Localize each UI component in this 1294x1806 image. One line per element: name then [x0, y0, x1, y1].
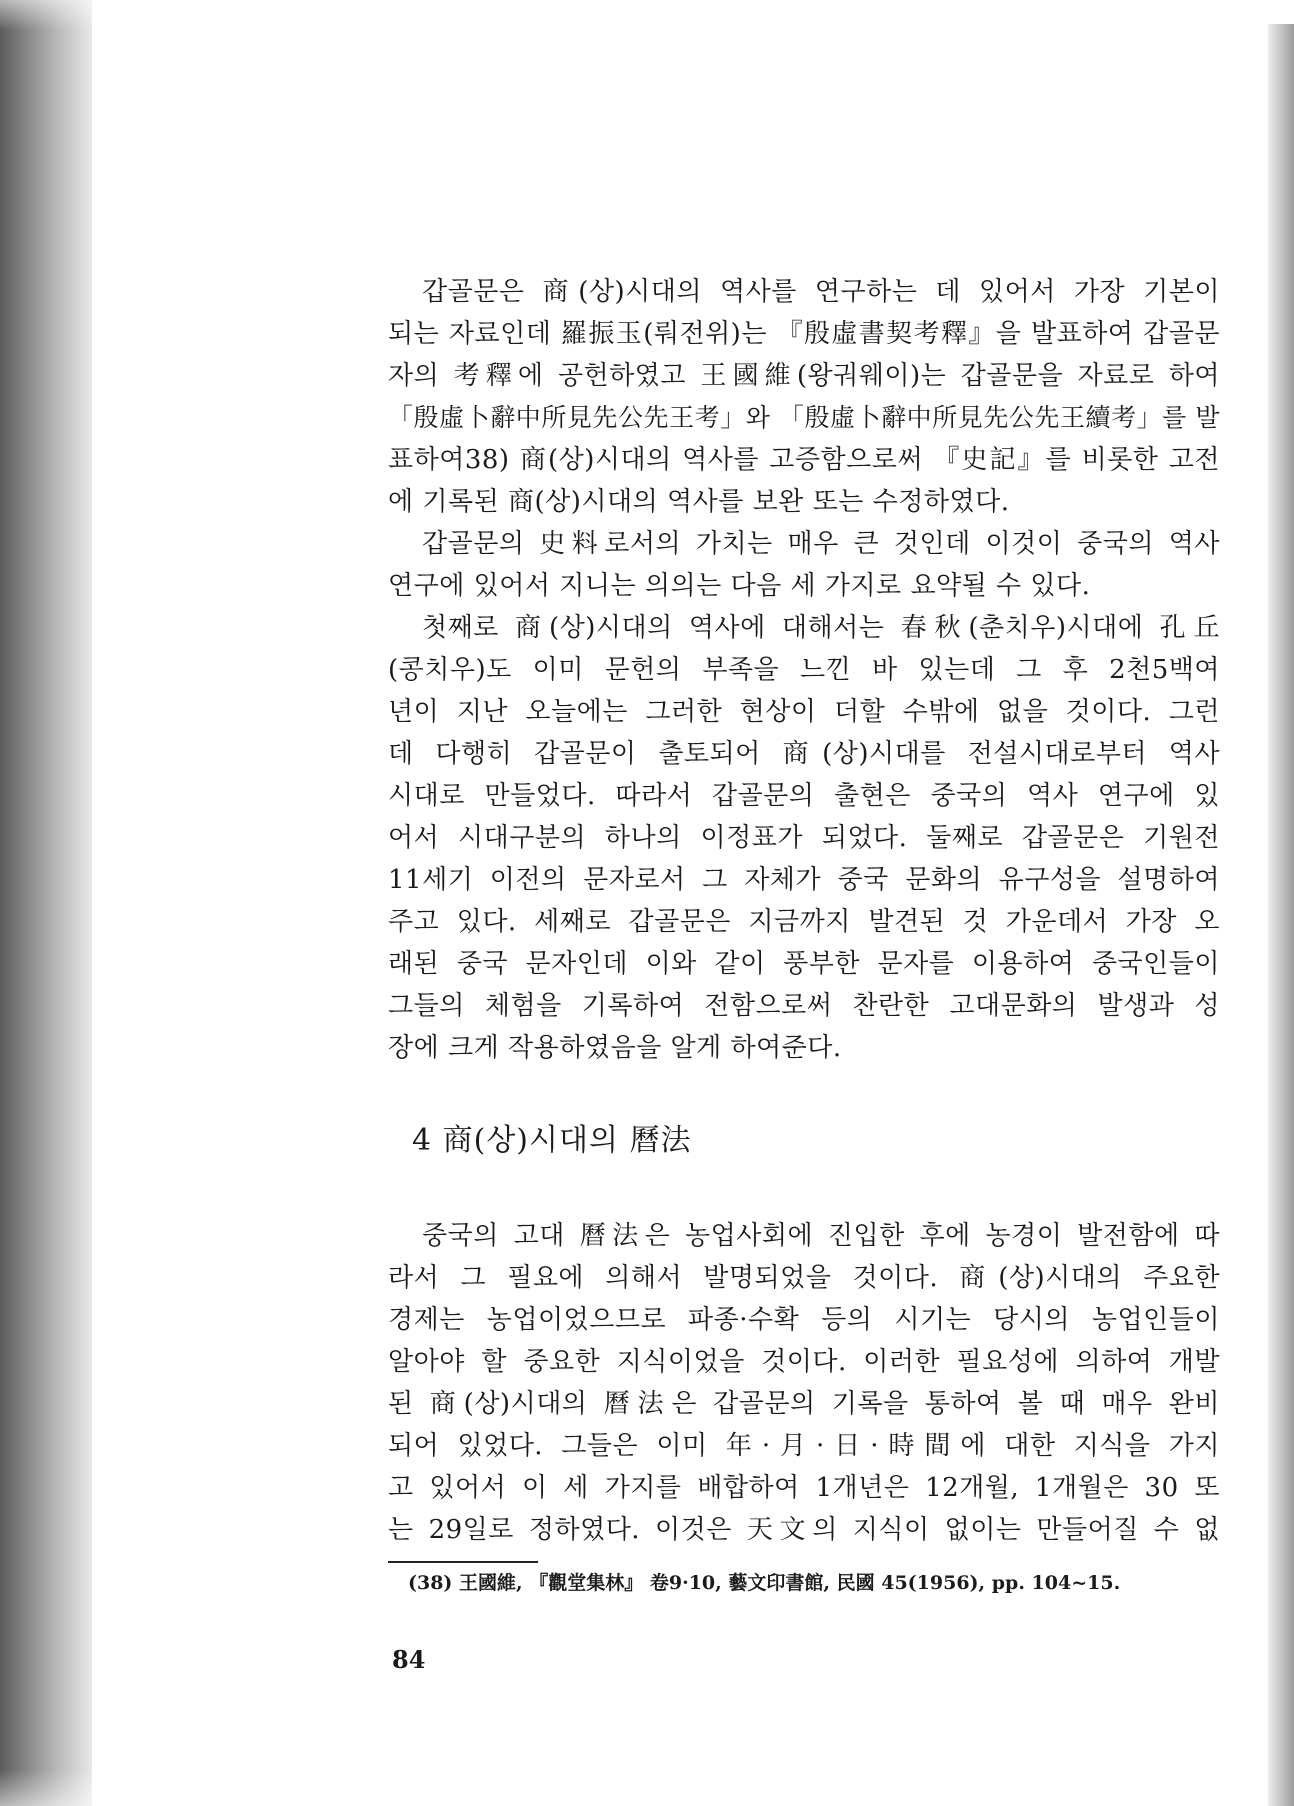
footnote-divider [388, 1561, 538, 1563]
text-line: 년이 지난 오늘에는 그러한 현상이 더할 수밖에 없을 것이다. 그런 [388, 697, 1220, 727]
text-line: 갑골문은 商(상)시대의 역사를 연구하는 데 있어서 가장 기본이 [422, 277, 1220, 307]
text-line: 연구에 있어서 지니는 의의는 다음 세 가지로 요약될 수 있다. [388, 571, 1091, 601]
text-line: 되는 자료인데 羅振玉(뤄전위)는 『殷虛書契考釋』을 발표하여 갑골문 [388, 319, 1220, 349]
text-line: 래된 중국 문자인데 이와 같이 풍부한 문자를 이용하여 중국인들이 [388, 949, 1220, 979]
book-spine-shadow [0, 0, 92, 1806]
text-line: 첫째로 商(상)시대의 역사에 대해서는 春秋(춘치우)시대에 孔丘 [422, 613, 1220, 643]
text-line: 표하여38) 商(상)시대의 역사를 고증함으로써 『史記』를 비롯한 고전 [388, 445, 1220, 475]
text-line: 데 다행히 갑골문이 출토되어 商(상)시대를 전설시대로부터 역사 [388, 739, 1220, 769]
paragraph-2 [388, 523, 1220, 607]
text-line: (콩치우)도 이미 문헌의 부족을 느낀 바 있는데 그 후 2천5백여 [388, 655, 1220, 685]
page-number: 84 [392, 1645, 426, 1674]
text-line: 된 商(상)시대의 曆法은 갑골문의 기록을 통하여 볼 때 매우 완비 [388, 1389, 1220, 1419]
text-line: 중국의 고대 曆法은 농업사회에 진입한 후에 농경이 발전함에 따 [422, 1221, 1220, 1251]
text-line: 시대로 만들었다. 따라서 갑골문의 출현은 중국의 역사 연구에 있 [388, 781, 1220, 811]
section-heading: 4 商(상)시대의 曆法 [412, 1123, 692, 1158]
text-line: 라서 그 필요에 의해서 발명되었을 것이다. 商(상)시대의 주요한 [388, 1263, 1220, 1293]
text-line: 경제는 농업이었으므로 파종·수확 등의 시기는 당시의 농업인들이 [388, 1305, 1220, 1335]
paragraph-1 [388, 271, 1220, 523]
page-edge-shadow [1268, 0, 1294, 1806]
text-line: 자의 考釋에 공헌하였고 王國維(왕궈웨이)는 갑골문을 자료로 하여 [388, 361, 1220, 391]
text-line: 「殷虛卜辭中所見先公先王考」와 「殷虛卜辭中所見先公先王續考」를 발 [388, 403, 1220, 432]
text-line: 어서 시대구분의 하나의 이정표가 되었다. 둘째로 갑골문은 기원전 [388, 823, 1220, 853]
book-page [92, 0, 1268, 1806]
text-line: 되어 있었다. 그들은 이미 年·月·日·時間에 대한 지식을 가지 [388, 1431, 1220, 1461]
footnote: (38) 王國維, 『觀堂集林』 卷9·10, 藝文印書館, 民國 45(1956), pp. 104~15. [408, 1572, 1121, 1594]
section-paragraph [388, 1215, 1220, 1551]
text-line: 에 기록된 商(상)시대의 역사를 보완 또는 수정하였다. [388, 487, 1010, 517]
text-line: 고 있어서 이 세 가지를 배합하여 1개년은 12개월, 1개월은 30 또 [388, 1473, 1220, 1503]
text-line: 11세기 이전의 문자로서 그 자체가 중국 문화의 유구성을 설명하여 [388, 865, 1220, 895]
paragraph-3 [388, 607, 1220, 1069]
text-line: 장에 크게 작용하였음을 알게 하여준다. [388, 1033, 842, 1063]
text-line: 는 29일로 정하였다. 이것은 天文의 지식이 없이는 만들어질 수 없 [388, 1515, 1220, 1545]
page-content [388, 271, 1220, 1675]
text-line: 알아야 할 중요한 지식이었을 것이다. 이러한 필요성에 의하여 개발 [388, 1347, 1220, 1377]
text-line: 갑골문의 史料로서의 가치는 매우 큰 것인데 이것이 중국의 역사 [422, 529, 1220, 559]
text-line: 주고 있다. 세째로 갑골문은 지금까지 발견된 것 가운데서 가장 오 [388, 907, 1220, 937]
text-line: 그들의 체험을 기록하여 전함으로써 찬란한 고대문화의 발생과 성 [388, 991, 1220, 1021]
